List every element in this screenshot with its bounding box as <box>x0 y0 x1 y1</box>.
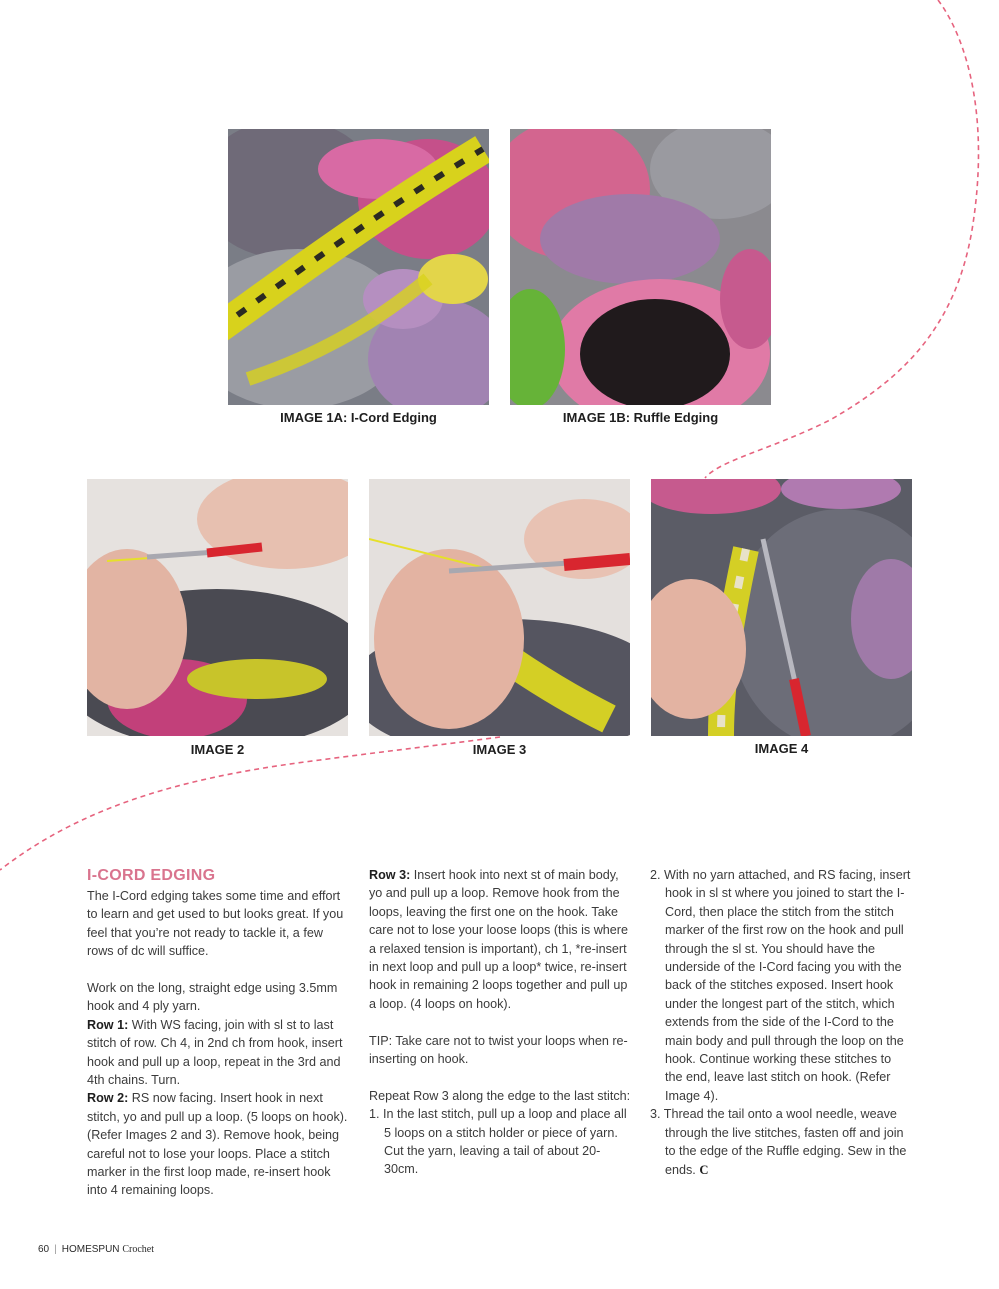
row-3-label: Row 3: <box>369 868 411 882</box>
caption-image-1a: IMAGE 1A: I-Cord Edging <box>280 410 437 425</box>
section-heading: I-CORD EDGING <box>87 867 216 884</box>
row-2-text: RS now facing. Insert hook in next stitch, yo and pull up a loop. (5 loops on hook). (Refer Images 2 and 3). Remove hook, being careful not to lose your loops. Place a stitch marker in the first loop made, re-insert hook into 4 remaining loops. <box>87 1091 348 1198</box>
repeat-paragraph: Repeat Row 3 along the edge to the last stitch: <box>369 1088 631 1103</box>
article-column-3 <box>650 866 912 1179</box>
photo-step-2 <box>87 479 348 736</box>
row-3-instruction <box>369 866 631 1013</box>
row-1-label: Row 1: <box>87 1017 129 1032</box>
step-3 <box>650 1105 912 1179</box>
caption-image-1b: IMAGE 1B: Ruffle Edging <box>562 410 719 425</box>
caption-image-3: IMAGE 3 <box>472 742 527 757</box>
step-2: 2. With no yarn attached, and RS facing, insert hook in sl st where you joined to start the I-Cord, then place the stitch from the stitch marker of the first row on the hook and pull through the sl st. You should have the underside of the I-Cord facing you with the back of the stitches exposed. Insert hook under the longest part of the stitch, which extends from the side of the I-Cord to the main body and pull through the loop on the hook. Continue working these stitches to the end, leave last stitch on hook. (Refer Image 4). <box>650 868 911 1103</box>
article-column-1 <box>87 866 349 1200</box>
page-footer <box>38 1244 154 1255</box>
footer-separator: | <box>54 1244 57 1255</box>
photo-step-3 <box>369 479 630 736</box>
work-on-paragraph: Work on the long, straight edge using 3.5mm hook and 4 ply yarn. <box>87 981 338 1014</box>
row-1-text: With WS facing, join with sl st to last stitch of row. Ch 4, in 2nd ch from hook, insert hook and pull up a loop, repeat in the 3rd and 4th chains. Turn. <box>87 1017 343 1088</box>
row-2-instruction <box>87 1089 349 1199</box>
row-3-text: Insert hook into next st of main body, yo and pull up a loop. Remove hook from the loops, leaving the first one on the hook. Take care not to lose your loose loops (this is where a relaxed tension is important), ch 1, *re-insert in next loop and pull up a loop* twice, re-insert hook in remaining 2 loops together and pull up a loop. (4 loops on hook). <box>369 868 629 1011</box>
caption-image-4: IMAGE 4 <box>754 741 809 756</box>
step-1: 1. In the last stitch, pull up a loop and place all 5 loops on a stitch holder or piece of yarn. Cut the yarn, leaving a tail of about 20-30cm. <box>369 1107 627 1177</box>
caption-image-2: IMAGE 2 <box>190 742 245 757</box>
article-column-2 <box>369 866 631 1179</box>
photo-icord-edging <box>228 129 489 405</box>
row-1-instruction <box>87 1016 349 1090</box>
photo-step-4 <box>651 479 912 736</box>
magazine-name: HOMESPUN <box>61 1244 120 1255</box>
step-3-text: 3. Thread the tail onto a wool needle, weave through the live stitches, fasten off and join to the edge of the Ruffle edging. Sew in the ends. <box>650 1107 907 1177</box>
tip-paragraph: TIP: Take care not to twist your loops when re-inserting on hook. <box>369 1033 628 1067</box>
intro-paragraph: The I-Cord edging takes some time and effort to learn and get used to but looks great. If you feel that you’re not ready to tackle it, a few rows of dc will suffice. <box>87 889 344 959</box>
photo-ruffle-edging <box>510 129 771 405</box>
magazine-section: Crochet <box>122 1244 154 1255</box>
page-number: 60 <box>38 1244 50 1255</box>
row-2-label: Row 2: <box>87 1091 129 1106</box>
end-mark-icon: C <box>699 1162 709 1177</box>
